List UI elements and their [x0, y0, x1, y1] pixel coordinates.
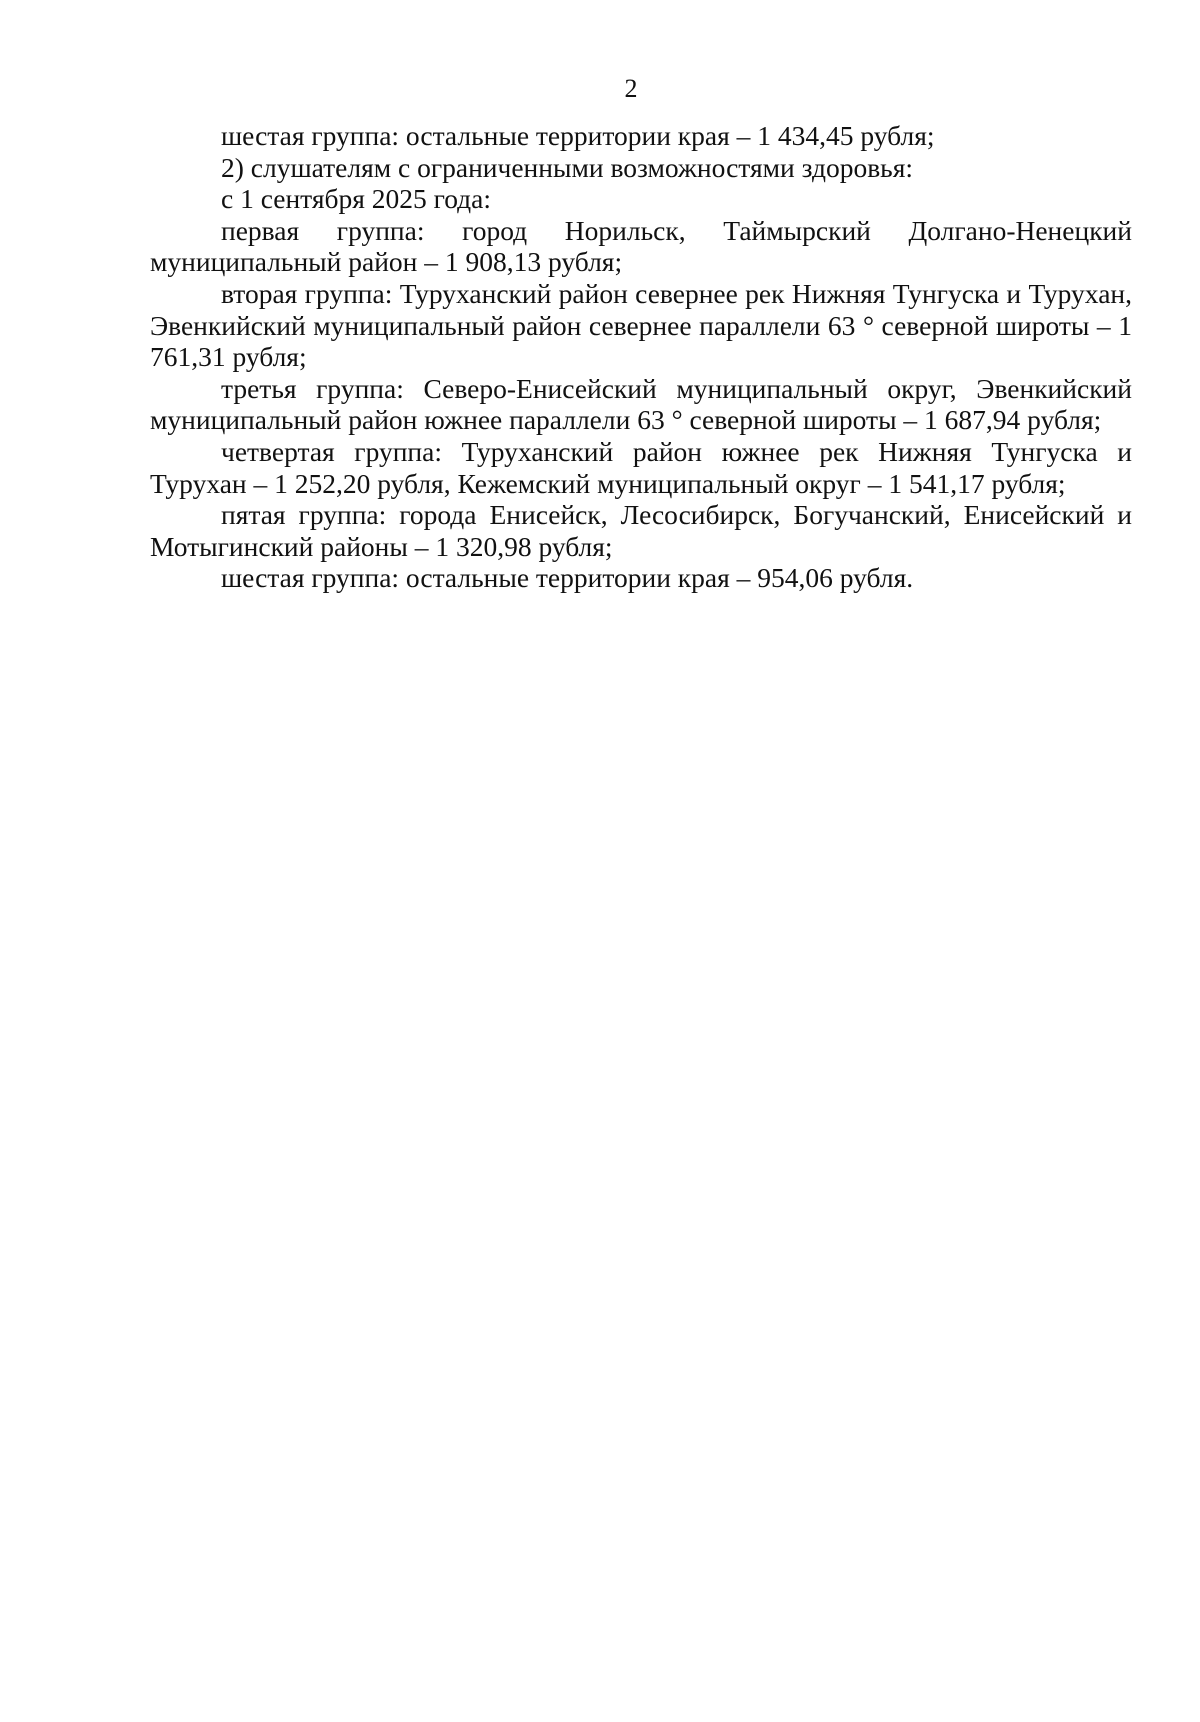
paragraph-disabled-listeners-heading: 2) слушателям с ограниченными возможностями здоровья:	[221, 151, 914, 183]
paragraph-date-from: с 1 сентября 2025 года:	[221, 183, 492, 215]
paragraph-first-group: первая группа: город Норильск, Таймырский Долгано-Ненецкий муниципальный район – 1 908,13 рубля;	[150, 214, 1132, 278]
document-body	[150, 120, 1132, 594]
paragraph-fourth-group: четвертая группа: Туруханский район южнее рек Нижняя Тунгуска и Турухан – 1 252,20 рубля, Кежемский муниципальный округ – 1 541,17 рубля;	[150, 435, 1132, 499]
page-number: 2	[624, 74, 638, 103]
paragraph-sixth-group-regular: шестая группа: остальные территории края – 1 434,45 рубля;	[221, 120, 935, 151]
paragraph-fifth-group: пятая группа: города Енисейск, Лесосибирск, Богучанский, Енисейский и Мотыгинский районы – 1 320,98 рубля;	[150, 499, 1132, 562]
paragraph-second-group: вторая группа: Туруханский район севернее рек Нижняя Тунгуска и Турухан, Эвенкийский муниципальный район севернее параллели 63 ° северной широты – 1 761,31 рубля;	[150, 277, 1132, 373]
paragraph-third-group: третья группа: Северо-Енисейский муниципальный округ, Эвенкийский муниципальный район южнее параллели 63 ° северной широты – 1 687,94 рубля;	[150, 372, 1132, 436]
paragraph-sixth-group: шестая группа: остальные территории края – 954,06 рубля.	[221, 562, 914, 594]
